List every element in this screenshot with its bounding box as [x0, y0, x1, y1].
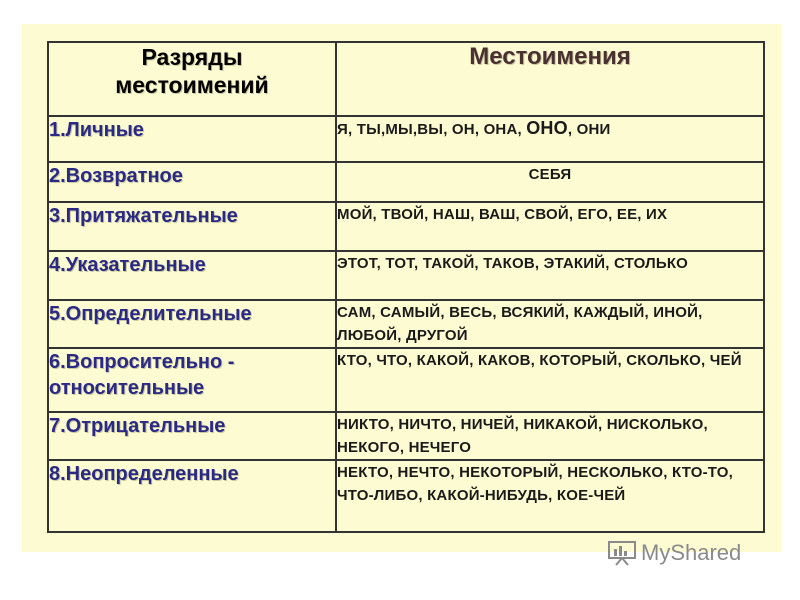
- category-cell: 7.Отрицательные: [48, 412, 336, 460]
- table-row: [48, 460, 764, 532]
- header-categories: [48, 42, 336, 116]
- presentation-board-icon: [607, 540, 637, 566]
- table-row: [48, 412, 764, 460]
- category-cell: 1.Личные: [48, 116, 336, 162]
- category-cell: 2.Возвратное: [48, 162, 336, 202]
- myshared-watermark[interactable]: [607, 540, 741, 566]
- pronouns-cell: ЭТОТ, ТОТ, ТАКОЙ, ТАКОВ, ЭТАКИЙ, СТОЛЬКО: [336, 251, 764, 300]
- pronouns-cell: НЕКТО, НЕЧТО, НЕКОТОРЫЙ, НЕСКОЛЬКО, КТО-ТО, ЧТО-ЛИБО, КАКОЙ-НИБУДЬ, КОЕ-ЧЕЙ: [336, 460, 764, 532]
- table-header-row: [48, 42, 764, 116]
- pronouns-cell: МОЙ, ТВОЙ, НАШ, ВАШ, СВОЙ, ЕГО, ЕЕ, ИХ: [336, 202, 764, 251]
- watermark-text: MyShared: [641, 540, 742, 565]
- table-row: [48, 162, 764, 202]
- slide: [22, 24, 781, 552]
- pronoun-categories-table: [47, 41, 765, 533]
- pronouns-cell: [336, 116, 764, 162]
- header-categories-line1: Разряды: [141, 44, 243, 70]
- category-cell: 5.Определительные: [48, 300, 336, 348]
- category-cell: 4.Указательные: [48, 251, 336, 300]
- pronouns-text: Я, ТЫ,МЫ,ВЫ, ОН, ОНА,: [337, 121, 527, 138]
- header-categories-line2: местоимений: [115, 72, 269, 98]
- table-row: [48, 348, 764, 412]
- table-row: [48, 251, 764, 300]
- category-cell: 8.Неопределенные: [48, 460, 336, 532]
- pronouns-cell: НИКТО, НИЧТО, НИЧЕЙ, НИКАКОЙ, НИСКОЛЬКО, НЕКОГО, НЕЧЕГО: [336, 412, 764, 460]
- category-cell: 3.Притяжательные: [48, 202, 336, 251]
- table-row: [48, 300, 764, 348]
- category-cell: 6.Вопросительно - относительные: [48, 348, 336, 412]
- table-row: [48, 202, 764, 251]
- pronouns-text-large: ОНО: [526, 118, 568, 138]
- pronouns-cell: СЕБЯ: [336, 162, 764, 202]
- table-row: [48, 116, 764, 162]
- pronouns-cell: КТО, ЧТО, КАКОЙ, КАКОВ, КОТОРЫЙ, СКОЛЬКО, ЧЕЙ: [336, 348, 764, 412]
- pronouns-text: , ОНИ: [567, 121, 611, 138]
- header-pronouns: Местоимения: [336, 42, 764, 116]
- pronouns-cell: САМ, САМЫЙ, ВЕСЬ, ВСЯКИЙ, КАЖДЫЙ, ИНОЙ, ЛЮБОЙ, ДРУГОЙ: [336, 300, 764, 348]
